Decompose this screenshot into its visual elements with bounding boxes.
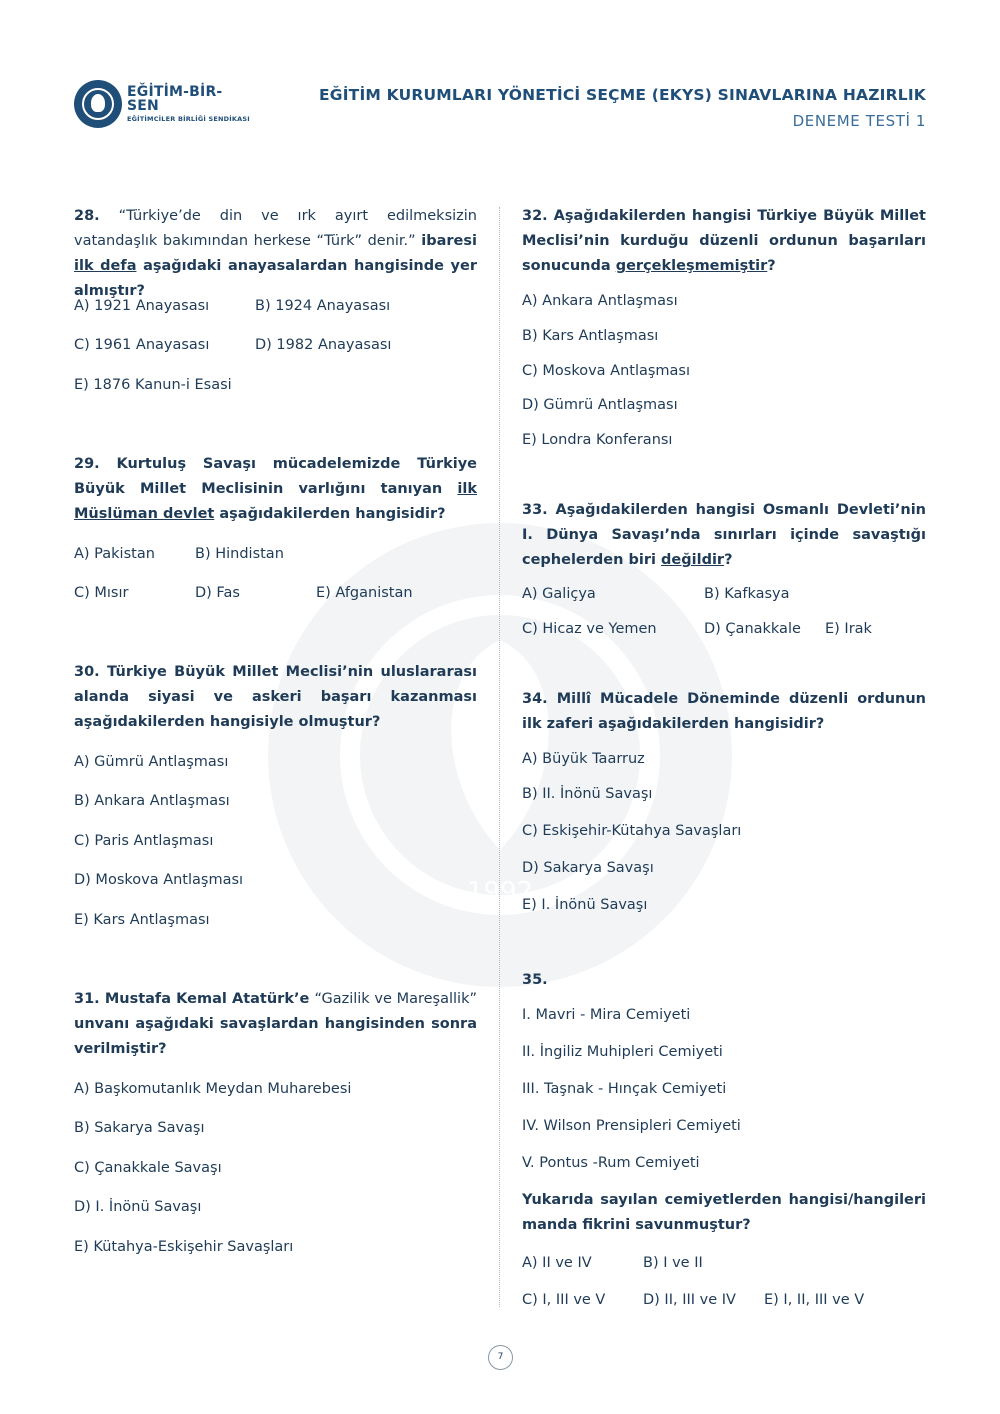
option-c[interactable]: C) 1961 Anayasası — [74, 337, 210, 353]
option-b[interactable]: B) II. İnönü Savaşı — [522, 786, 653, 802]
test-subtitle: DENEME TESTİ 1 — [792, 112, 926, 130]
option-a[interactable]: A) Başkomutanlık Meydan Muharebesi — [74, 1081, 352, 1097]
option-a[interactable]: A) II ve IV — [522, 1255, 592, 1271]
statement-4: IV. Wilson Prensipleri Cemiyeti — [522, 1118, 741, 1134]
union-emblem-icon — [74, 80, 122, 128]
option-d[interactable]: D) II, III ve IV — [643, 1292, 736, 1308]
option-a[interactable]: A) Ankara Antlaşması — [522, 293, 678, 309]
option-e[interactable]: E) Kütahya-Eskişehir Savaşları — [74, 1239, 294, 1255]
column-divider — [499, 207, 500, 1307]
statement-3: III. Taşnak - Hınçak Cemiyeti — [522, 1081, 727, 1097]
question-stem: 32. Aşağıdakilerden hangisi Türkiye Büyük Millet Meclisi’nin kurduğu düzenli ordunun başarıları sonucunda gerçekleşmemiştir? — [522, 208, 926, 274]
option-b[interactable]: B) Sakarya Savaşı — [74, 1120, 205, 1136]
option-c[interactable]: C) Çanakkale Savaşı — [74, 1160, 222, 1176]
logo-name: EĞİTİM-BİR-SEN — [127, 84, 223, 115]
option-d[interactable]: D) 1982 Anayasası — [255, 337, 392, 353]
option-c[interactable]: C) Paris Antlaşması — [74, 833, 214, 849]
logo-subtitle: EĞİTİMCİLER BİRLİĞİ SENDİKASI — [127, 115, 250, 124]
option-a[interactable]: A) 1921 Anayasası — [74, 298, 210, 314]
option-c[interactable]: C) Mısır — [74, 585, 129, 601]
statement-1: I. Mavri - Mira Cemiyeti — [522, 1007, 691, 1023]
option-a[interactable]: A) Pakistan — [74, 546, 155, 562]
question-29 — [74, 452, 477, 601]
question-stem: 28. “Türkiye’de din ve ırk ayırt edilmeksizin vatandaşlık bakımından herkese “Türk” denir.” ibaresi ilk defa aşağıdaki anayasalardan hangisinde yer almıştır? — [74, 208, 477, 299]
option-e[interactable]: E) Afganistan — [316, 585, 413, 601]
option-d[interactable]: D) Gümrü Antlaşması — [522, 397, 678, 413]
option-e[interactable]: E) Kars Antlaşması — [74, 912, 210, 928]
option-b[interactable]: B) Kars Antlaşması — [522, 328, 659, 344]
statement-5: V. Pontus -Rum Cemiyeti — [522, 1155, 700, 1171]
option-e[interactable]: E) I. İnönü Savaşı — [522, 897, 648, 913]
option-d[interactable]: D) Sakarya Savaşı — [522, 860, 654, 876]
question-stem: 34. Millî Mücadele Döneminde düzenli ordunun ilk zaferi aşağıdakilerden hangisidir? — [522, 691, 926, 732]
page-number: 7 — [488, 1345, 513, 1370]
question-stem: 29. Kurtuluş Savaşı mücadelemizde Türkiye Büyük Millet Meclisinin varlığını tanıyan ilk Müslüman devlet aşağıdakilerden hangisidir? — [74, 456, 477, 522]
exam-title: EĞİTİM KURUMLARI YÖNETİCİ SEÇME (EKYS) SINAVLARINA HAZIRLIK — [319, 86, 926, 104]
option-d[interactable]: D) I. İnönü Savaşı — [74, 1199, 202, 1215]
option-c[interactable]: C) I, III ve V — [522, 1292, 606, 1308]
watermark-year: 1992 — [466, 877, 534, 907]
question-stem: 30. Türkiye Büyük Millet Meclisi’nin uluslararası alanda siyasi ve askeri başarı kazanması aşağıdakilerden hangisiyle olmuştur? — [74, 664, 477, 730]
option-b[interactable]: B) Ankara Antlaşması — [74, 793, 230, 809]
question-stem: Yukarıda sayılan cemiyetlerden hangisi/hangileri manda fikrini savunmuştur? — [522, 1192, 926, 1233]
option-c[interactable]: C) Moskova Antlaşması — [522, 363, 691, 379]
option-a[interactable]: A) Büyük Taarruz — [522, 751, 645, 767]
option-c[interactable]: C) Hicaz ve Yemen — [522, 621, 657, 637]
question-34 — [522, 687, 926, 913]
question-31 — [74, 987, 477, 1255]
option-d[interactable]: D) Çanakkale — [704, 621, 801, 637]
option-b[interactable]: B) Hindistan — [195, 546, 284, 562]
question-stem: 31. Mustafa Kemal Atatürk’e “Gazilik ve Mareşallik” unvanı aşağıdaki savaşlardan hangisinden sonra verilmiştir? — [74, 991, 477, 1057]
question-stem: 33. Aşağıdakilerden hangisi Osmanlı Devleti’nin I. Dünya Savaşı’nda sınırları içinde savaştığı cephelerden biri değildir? — [522, 502, 926, 568]
question-32 — [522, 204, 926, 448]
question-35 — [522, 968, 926, 1308]
question-number: 35. — [522, 972, 548, 988]
option-e[interactable]: E) Irak — [825, 621, 872, 637]
statement-2: II. İngiliz Muhipleri Cemiyeti — [522, 1044, 723, 1060]
option-e[interactable]: E) I, II, III ve V — [764, 1292, 865, 1308]
page-header — [319, 86, 926, 130]
option-d[interactable]: D) Moskova Antlaşması — [74, 872, 244, 888]
option-e[interactable]: E) Londra Konferansı — [522, 432, 673, 448]
option-b[interactable]: B) 1924 Anayasası — [255, 298, 391, 314]
logo — [74, 78, 254, 130]
question-28 — [74, 204, 477, 393]
option-d[interactable]: D) Fas — [195, 585, 240, 601]
option-b[interactable]: B) I ve II — [643, 1255, 703, 1271]
option-e[interactable]: E) 1876 Kanun-i Esasi — [74, 377, 232, 393]
question-33 — [522, 498, 926, 637]
option-c[interactable]: C) Eskişehir-Kütahya Savaşları — [522, 823, 742, 839]
question-30 — [74, 660, 477, 928]
option-b[interactable]: B) Kafkasya — [704, 586, 790, 602]
option-a[interactable]: A) Galiçya — [522, 586, 596, 602]
option-a[interactable]: A) Gümrü Antlaşması — [74, 754, 229, 770]
